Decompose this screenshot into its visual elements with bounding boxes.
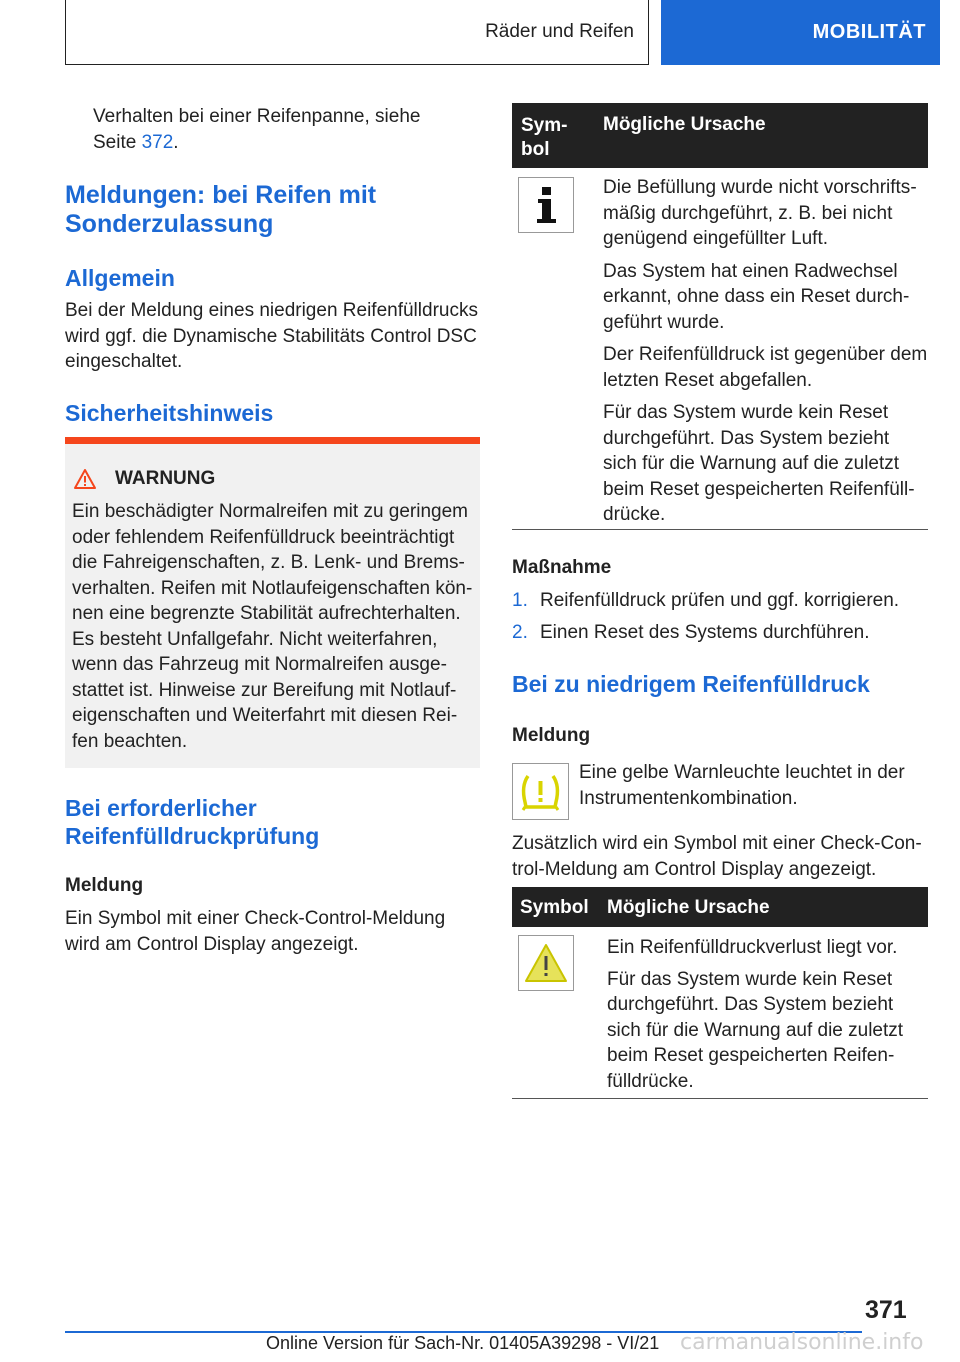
low-pressure-heading: Bei zu niedrigem Reifenfülldruck [512,671,870,697]
table2-col-cause: Mögliche Ursache [607,897,770,918]
table2-header [512,887,928,927]
table1-cause: Für das System wurde kein Reset durchgeführt. Das System bezieht sich für die Warnung auf die zuletzt beim Reset gespeicherten Reifenfülldrücke. [603,402,915,525]
warning-triangle-symbol [518,935,574,991]
table1-cause: Das System hat einen Radwechsel erkannt, ohne dass ein Reset durchgeführt wurde. [603,260,910,333]
intro-suffix: . [173,131,179,153]
intro-page-prefix: Seite [93,131,142,153]
table2-cause: Ein Reifenfülldruckverlust liegt vor. [607,937,898,958]
main-heading-line-2: Sonderzulassung [65,210,274,238]
warning-title: WARNUNG [115,468,216,489]
action-label: Maßnahme [512,557,612,578]
page-number: 371 [865,1296,907,1324]
lamp-text: Eine gelbe Warnleuchte leuchtet in der Instrumentenkombination. [579,762,905,809]
step-number: 1. [512,590,528,611]
main-heading [65,181,480,239]
col-symbol-line-1: Sym- [521,115,568,136]
table1-col-symbol [521,114,567,162]
table1-cause: Der Reifenfülldruck ist gegenüber dem letzten Reset abgefallen. [603,344,928,391]
main-heading-line-1: Meldungen: bei Reifen mit [65,181,377,209]
check-heading-line-2: Reifenfülldruckprüfung [65,823,320,849]
header-chapter-tab[interactable] [661,0,940,65]
tire-pressure-warning-icon [512,763,569,820]
warning-text: Ein beschädigter Normalreifen mit zu geringem oder fehlendem Reifenfülldruck beeinträchtigt die Fahreigenschaften, z. B. Lenk- und Bremsverhalten. Reifen mit Notlaufeigenschaften können eine begrenzte Stabilität aufrechterhalten. Es besteht Unfallgefahr. Nicht weiterfahren, wenn das Fahrzeug mit Normalreifen ausgestattet ist. Hinweise zur Bereifung mit Notlaufeigenschaften und Weiterfahrt mit diesen Reifen beachten. [72,501,473,752]
action-steps [512,588,928,645]
intro-line-1: Verhalten bei einer Reifenpanne, siehe [93,106,421,127]
header-section-title [65,0,649,65]
table1-header [512,103,928,168]
table2-bottom-rule [512,1098,928,1099]
online-version: Online Version für Sach-Nr. 01405A39298 - VI/21 [266,1333,660,1353]
warning-triangle-icon [519,936,573,990]
section-title: Räder und Reifen [485,21,634,42]
page-link[interactable]: 372 [141,131,174,153]
chapter-title: MOBILITÄT [812,21,926,43]
general-heading: Allgemein [65,265,175,291]
warning-header [73,468,215,490]
table2-causes [607,935,928,1094]
watermark: carmanualsonline.info [680,1330,924,1355]
check-heading [65,794,480,850]
general-text: Bei der Meldung eines niedrigen Reifenfülldrucks wird ggf. die Dynamische Stabilitäts Control DSC eingeschaltet. [65,300,478,372]
info-icon [518,177,574,233]
safety-heading: Sicherheitshinweis [65,400,274,426]
intro-line-2 [93,130,473,156]
step-number: 2. [512,621,528,643]
intro-text [93,104,473,155]
list-item [512,588,928,614]
table1-causes [603,175,928,528]
warning-triangle-icon [73,468,97,490]
table2-cause: Für das System wurde kein Reset durchgeführt. Das System bezieht sich für die Warnung auf die zuletzt beim Reset gespeicherten Reifenfülldrücke. [607,968,904,1092]
step-text: Reifenfülldruck prüfen und ggf. korrigieren. [540,590,900,611]
message-text: Ein Symbol mit einer Check-Control-Meldung wird am Control Display angezeigt. [65,908,446,955]
message-label-right: Meldung [512,725,591,746]
table2-col-symbol: Symbol [520,897,589,918]
message-label: Meldung [65,875,144,896]
table1-cause: Die Befüllung wurde nicht vorschriftsmäßig durchgeführt, z. B. bei nicht genügend eingefüllter Luft. [603,177,917,249]
check-heading-line-1: Bei erforderlicher [65,795,257,821]
table1-col-cause: Mögliche Ursache [603,114,766,135]
col-symbol-line-2: bol [521,139,550,160]
step-text: Einen Reset des Systems durchführen. [540,621,870,643]
list-item [512,620,928,646]
warning-box [65,437,480,768]
table1-bottom-rule [512,529,928,530]
additional-text: Zusätzlich wird ein Symbol mit einer Check-Control-Meldung am Control Display angezeigt. [512,833,922,880]
